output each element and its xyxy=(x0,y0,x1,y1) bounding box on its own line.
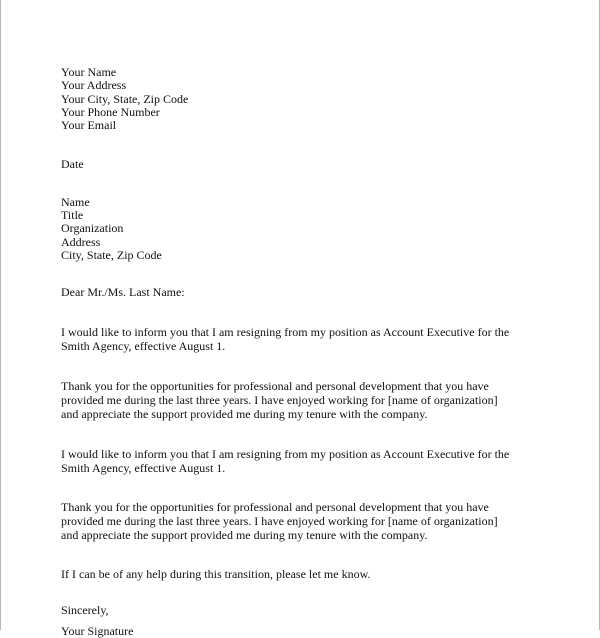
recipient-organization: Organization xyxy=(61,221,124,236)
sender-address-block xyxy=(61,66,551,132)
body-paragraph xyxy=(61,379,551,421)
recipient-name: Name xyxy=(61,194,90,209)
paragraph-line: Thank you for the opportunities for professional and personal development that you have xyxy=(61,499,489,514)
paragraph-line: and appreciate the support provided me during my tenure with the company. xyxy=(61,406,428,421)
closing: Sincerely, xyxy=(61,602,109,617)
signature: Your Signature xyxy=(61,623,134,638)
body-paragraph xyxy=(61,567,551,581)
paragraph-line: I would like to inform you that I am resigning from my position as Account Executive for the xyxy=(61,446,510,461)
paragraph-line: I would like to inform you that I am resigning from my position as Account Executive for the xyxy=(61,324,510,339)
letter-date: Date xyxy=(61,157,84,172)
sender-phone: Your Phone Number xyxy=(61,104,160,119)
recipient-address-block xyxy=(61,196,551,262)
paragraph-line: Smith Agency, effective August 1. xyxy=(61,460,226,475)
salutation: Dear Mr./Ms. Last Name: xyxy=(61,285,185,300)
sender-email: Your Email xyxy=(61,118,117,133)
paragraph-line: provided me during the last three years. I have enjoyed working for [name of organization] xyxy=(61,392,498,407)
body-paragraph xyxy=(61,447,551,475)
resignation-letter xyxy=(61,66,551,638)
body-paragraph xyxy=(61,325,551,353)
paragraph-line: If I can be of any help during this transition, please let me know. xyxy=(61,566,371,581)
paragraph-line: Thank you for the opportunities for professional and personal development that you have xyxy=(61,378,489,393)
paragraph-line: provided me during the last three years. I have enjoyed working for [name of organization] xyxy=(61,513,498,528)
recipient-city-state-zip: City, State, Zip Code xyxy=(61,247,162,262)
closing-block xyxy=(61,604,551,638)
sender-city-state-zip: Your City, State, Zip Code xyxy=(61,91,189,106)
sender-name: Your Name xyxy=(61,65,117,79)
recipient-address: Address xyxy=(61,234,101,249)
paragraph-line: Smith Agency, effective August 1. xyxy=(61,338,226,353)
paragraph-line: and appreciate the support provided me during my tenure with the company. xyxy=(61,527,428,542)
recipient-title: Title xyxy=(61,208,84,223)
sender-address: Your Address xyxy=(61,78,127,93)
body-paragraph xyxy=(61,500,551,542)
